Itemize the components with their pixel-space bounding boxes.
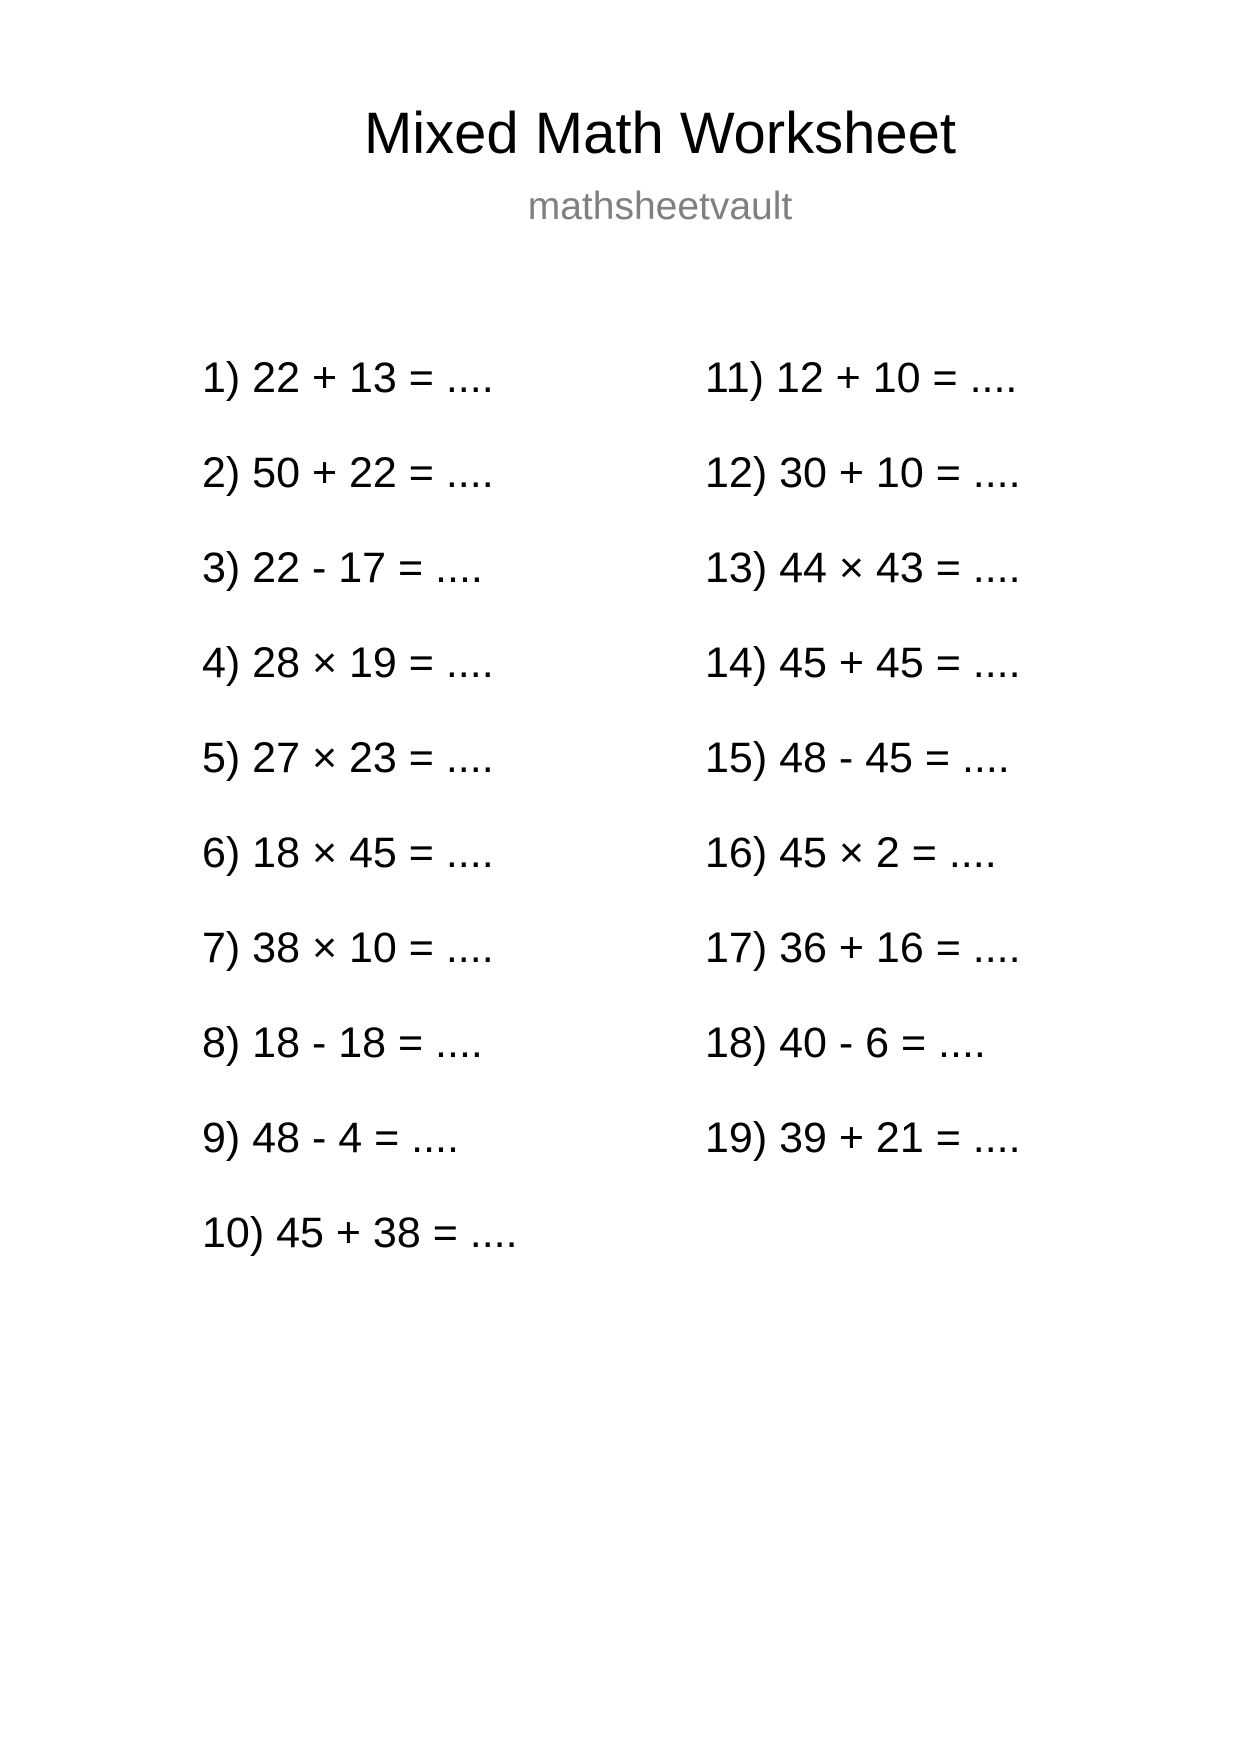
problem-9: 9) 48 - 4 = .... xyxy=(202,1114,459,1162)
problem-12: 12) 30 + 10 = .... xyxy=(705,449,1021,497)
problem-7: 7) 38 × 10 = .... xyxy=(202,924,494,972)
problem-16: 16) 45 × 2 = .... xyxy=(705,829,997,877)
problem-19: 19) 39 + 21 = .... xyxy=(705,1114,1021,1162)
worksheet-title: Mixed Math Worksheet xyxy=(363,101,957,166)
problem-4: 4) 28 × 19 = .... xyxy=(202,639,494,687)
problem-2: 2) 50 + 22 = .... xyxy=(202,449,494,497)
problem-6: 6) 18 × 45 = .... xyxy=(202,829,494,877)
problem-1: 1) 22 + 13 = .... xyxy=(202,354,494,402)
problem-column-left xyxy=(202,345,518,1295)
problem-3: 3) 22 - 17 = .... xyxy=(202,544,483,592)
worksheet-subtitle: mathsheetvault xyxy=(527,185,793,228)
problem-18: 18) 40 - 6 = .... xyxy=(705,1019,986,1067)
problem-list xyxy=(202,345,1102,1345)
problem-13: 13) 44 × 43 = .... xyxy=(705,544,1021,592)
problem-10: 10) 45 + 38 = .... xyxy=(202,1209,518,1257)
problem-11: 11) 12 + 10 = .... xyxy=(705,354,1018,402)
problem-5: 5) 27 × 23 = .... xyxy=(202,734,494,782)
problem-column-right xyxy=(705,345,1021,1200)
problem-8: 8) 18 - 18 = .... xyxy=(202,1019,483,1067)
problem-14: 14) 45 + 45 = .... xyxy=(705,639,1021,687)
problem-17: 17) 36 + 16 = .... xyxy=(705,924,1021,972)
problem-15: 15) 48 - 45 = .... xyxy=(705,734,1010,782)
